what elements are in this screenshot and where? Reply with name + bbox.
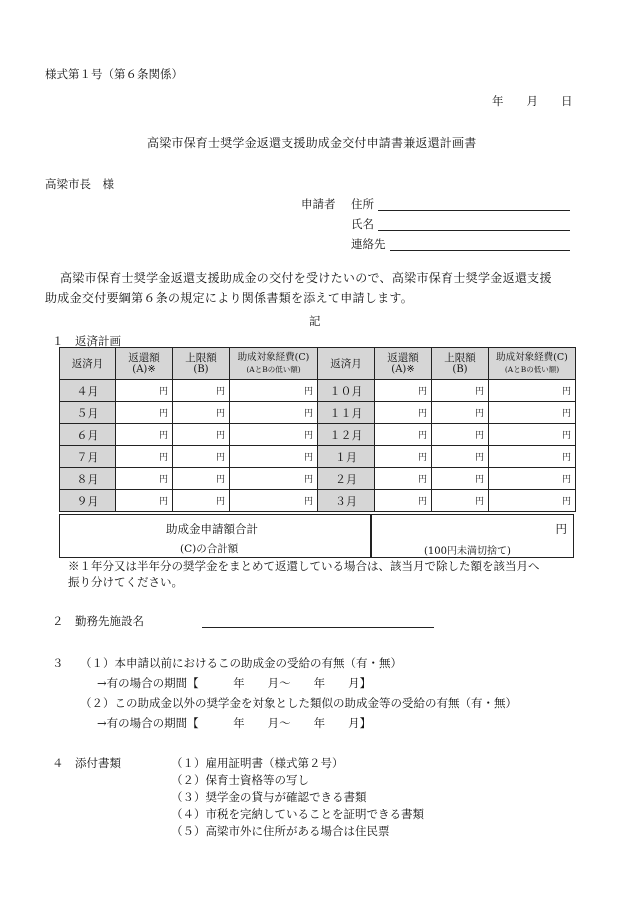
contact-label: 連絡先 [351,237,386,251]
repay-amount-cell[interactable]: 円 [116,402,173,424]
workplace-line[interactable] [202,627,434,628]
repayment-plan-table [59,347,576,512]
table-row [60,446,576,468]
limit-amount-cell[interactable]: 円 [173,380,230,402]
subsidy-amount-cell[interactable]: 円 [489,402,576,424]
ki-mark: 記 [309,314,321,328]
table-row [60,380,576,402]
subsidy-amount-cell[interactable]: 円 [489,468,576,490]
section3-number: ３ [52,656,64,670]
month-cell: ４月 [60,380,116,402]
limit-amount-cell[interactable]: 円 [432,468,489,490]
attachment-item-5: （５）高梁市外に住所がある場合は住民票 [171,824,390,838]
attachment-item-3: （３）奨学金の貸与が確認できる書類 [171,790,367,804]
note-line-2: 振り分けてください。 [68,575,183,589]
address-line[interactable] [378,210,570,211]
subsidy-amount-cell[interactable]: 円 [230,424,318,446]
section2-title: ２ 勤務先施設名 [52,614,144,628]
header-subsidy-2: 助成対象経費(C) (AとBの低い額) [489,348,576,380]
limit-amount-cell[interactable]: 円 [173,468,230,490]
section3-item1: （１）本申請以前におけるこの助成金の受給の有無（有・無） [80,656,402,670]
section1-title: １ 返済計画 [52,334,121,348]
form-number: 様式第１号（第６条関係） [45,67,183,81]
month-cell: ２月 [318,468,375,490]
address-label: 住所 [351,197,374,211]
header-repay-2: 返還額 (A)※ [375,348,432,380]
addressee: 高梁市長 様 [45,177,114,191]
name-line[interactable] [378,230,570,231]
month-cell: １月 [318,446,375,468]
limit-amount-cell[interactable]: 円 [173,402,230,424]
month-cell: ９月 [60,490,116,512]
limit-amount-cell[interactable]: 円 [432,380,489,402]
subsidy-amount-cell[interactable]: 円 [489,380,576,402]
header-limit: 上限額 (B) [173,348,230,380]
total-yen: 円 [555,522,567,536]
table-header-row [60,348,576,380]
total-sub: (C)の合計額 [180,543,239,555]
limit-amount-cell[interactable]: 円 [432,446,489,468]
subsidy-amount-cell[interactable]: 円 [230,402,318,424]
total-amount-box[interactable] [371,514,574,558]
limit-amount-cell[interactable]: 円 [173,446,230,468]
month-cell: ３月 [318,490,375,512]
subsidy-amount-cell[interactable]: 円 [489,424,576,446]
date-field: 年 月 日 [492,94,573,108]
section3-item2: （２）この助成金以外の奨学金を対象とした類似の助成金等の受給の有無（有・無） [80,696,517,710]
month-cell: １２月 [318,424,375,446]
attachment-item-1: （１）雇用証明書（様式第２号） [171,756,344,770]
section3-item1-period: →有の場合の期間【 年 月～ 年 月】 [97,676,372,690]
subsidy-amount-cell[interactable]: 円 [230,490,318,512]
limit-amount-cell[interactable]: 円 [432,424,489,446]
intro-line-1: 高梁市保育士奨学金返還支援助成金の交付を受けたいので、高梁市保育士奨学金返還支援 [60,271,552,285]
header-subsidy: 助成対象経費(C) (AとBの低い額) [230,348,318,380]
month-cell: ５月 [60,402,116,424]
header-month-2: 返済月 [318,348,375,380]
limit-amount-cell[interactable]: 円 [173,424,230,446]
subsidy-amount-cell[interactable]: 円 [230,446,318,468]
header-month: 返済月 [60,348,116,380]
note-line-1: ※１年分又は半年分の奨学金をまとめて返還している場合は、該当月で除した額を該当月へ [68,559,540,573]
month-cell: １１月 [318,402,375,424]
total-label: 助成金申請額合計 [166,522,258,536]
contact-line[interactable] [390,250,570,251]
limit-amount-cell[interactable]: 円 [432,402,489,424]
repay-amount-cell[interactable]: 円 [116,424,173,446]
section4-title: ４ 添付書類 [52,756,121,770]
table-row [60,402,576,424]
month-cell: ７月 [60,446,116,468]
month-cell: ８月 [60,468,116,490]
name-label: 氏名 [351,217,374,231]
attachment-item-2: （２）保育士資格等の写し [171,773,309,787]
document-title: 高梁市保育士奨学金返還支援助成金交付申請書兼返還計画書 [147,136,477,150]
attachment-item-4: （４）市税を完納していることを証明できる書類 [171,807,424,821]
section3-item2-period: →有の場合の期間【 年 月～ 年 月】 [97,716,372,730]
limit-amount-cell[interactable]: 円 [432,490,489,512]
header-limit-2: 上限額 (B) [432,348,489,380]
repay-amount-cell[interactable]: 円 [375,424,432,446]
table-row [60,468,576,490]
limit-amount-cell[interactable]: 円 [173,490,230,512]
repay-amount-cell[interactable]: 円 [116,468,173,490]
applicant-label: 申請者 [301,197,336,211]
repay-amount-cell[interactable]: 円 [375,446,432,468]
repay-amount-cell[interactable]: 円 [375,402,432,424]
repay-amount-cell[interactable]: 円 [116,490,173,512]
intro-line-2: 助成金交付要綱第６条の規定により関係書類を添えて申請します。 [45,291,414,305]
subsidy-amount-cell[interactable]: 円 [489,446,576,468]
month-cell: １０月 [318,380,375,402]
subsidy-amount-cell[interactable]: 円 [230,380,318,402]
subsidy-amount-cell[interactable]: 円 [489,490,576,512]
table-row [60,490,576,512]
header-repay: 返還額 (A)※ [116,348,173,380]
month-cell: ６月 [60,424,116,446]
repay-amount-cell[interactable]: 円 [116,380,173,402]
round-note: (100円未満切捨て) [424,546,511,557]
repay-amount-cell[interactable]: 円 [116,446,173,468]
subsidy-amount-cell[interactable]: 円 [230,468,318,490]
repay-amount-cell[interactable]: 円 [375,380,432,402]
total-label-box [59,514,371,558]
repay-amount-cell[interactable]: 円 [375,490,432,512]
repay-amount-cell[interactable]: 円 [375,468,432,490]
table-row [60,424,576,446]
